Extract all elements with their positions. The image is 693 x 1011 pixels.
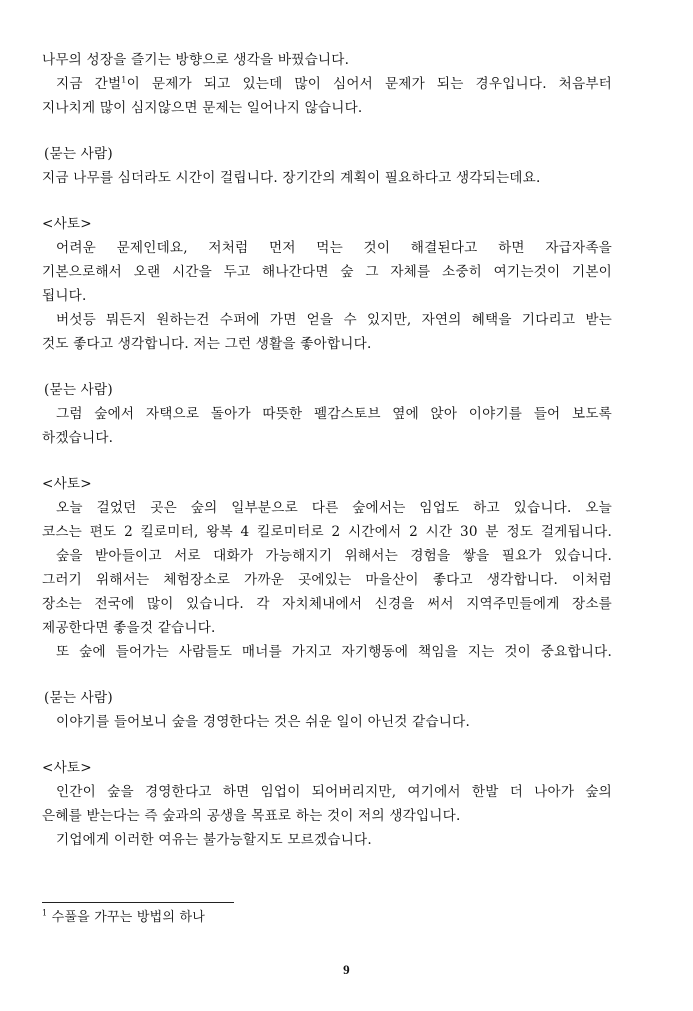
text-line: 기업에게 이러한 여유는 불가능할지도 모르겠습니다.: [56, 832, 372, 848]
text-line: 버섯등 뭐든지 원하는건 수퍼에 가면 얻을 수 있지만, 자연의 혜택을 기다리고 받는: [56, 312, 612, 328]
footnote-marker: 1: [42, 908, 48, 918]
text-line: 것도 좋다고 생각합니다. 저는 그런 생활을 좋아합니다.: [42, 336, 372, 352]
paragraph-gap: [42, 734, 612, 756]
text-line: 지나치게 많이 심지않으면 문제는 일어나지 않습니다.: [42, 100, 363, 116]
paragraph-gap: [42, 356, 612, 378]
footnote: [42, 908, 205, 928]
text-line: 장소는 전국에 많이 있습니다. 각 자치체내에서 신경을 써서 지역주민들에게 장소를: [42, 596, 612, 612]
text-line: 또 숲에 들어가는 사람들도 매너를 가지고 자기행동에 책임을 지는 것이 중요합니다.: [56, 644, 612, 660]
text-line: 그러기 위해서는 체험장소로 가까운 곳에있는 마을산이 좋다고 생각합니다. 이처럼: [42, 572, 612, 588]
text-line: [42, 72, 612, 96]
speaker-label: (묻는 사람): [44, 382, 113, 398]
paragraph-gap: [42, 450, 612, 472]
paragraph-gap: [42, 190, 612, 212]
speaker-label: <사토>: [42, 216, 92, 232]
body-text: [42, 48, 612, 852]
paragraph-gap: [42, 664, 612, 686]
text-line: 어려운 문제인데요, 저처럼 먼저 먹는 것이 해결된다고 하면 자급자족을: [56, 240, 612, 256]
text-line: 하겠습니다.: [42, 430, 114, 446]
speaker-label: (묻는 사람): [44, 146, 113, 162]
text-line: 그럼 숲에서 자택으로 돌아가 따뜻한 펠감스토브 옆에 앉아 이야기를 들어 보도록: [56, 406, 612, 422]
text-line: 인간이 숲을 경영한다고 하면 임업이 되어버리지만, 여기에서 한발 더 나아가 숲의: [56, 784, 612, 800]
text-line: 제공한다면 좋을것 같습니다.: [42, 620, 216, 636]
speaker-label: <사토>: [42, 760, 92, 776]
text-line: 코스는 편도 2 킬로미터, 왕복 4 킬로미터로 2 시간에서 2 시간 30 분 정도 걸게됩니다.: [42, 524, 612, 540]
text-fragment: 지금 간벌: [56, 76, 122, 92]
speaker-label: (묻는 사람): [44, 690, 113, 706]
page-number: 9: [343, 962, 350, 977]
text-line: 됩니다.: [42, 288, 87, 304]
text-line: 은혜를 받는다는 즉 숲과의 공생을 목표로 하는 것이 저의 생각입니다.: [42, 808, 461, 824]
text-fragment: 이 문제가 되고 있는데 많이 심어서 문제가 되는 경우입니다. 처음부터: [126, 76, 612, 92]
text-line: 기본으로해서 오랜 시간을 두고 해나간다면 숲 그 자체를 소중히 여기는것이 기본이: [42, 264, 612, 280]
footnote-reference: 1: [121, 75, 127, 85]
footnote-divider: [42, 902, 234, 903]
speaker-label: <사토>: [42, 476, 92, 492]
text-line: 이야기를 들어보니 숲을 경영한다는 것은 쉬운 일이 아닌것 같습니다.: [56, 714, 470, 730]
footnote-text: 수풀을 가꾸는 방법의 하나: [51, 910, 205, 925]
text-line: 숲을 받아들이고 서로 대화가 가능해지기 위해서는 경험을 쌓을 필요가 있습니다.: [56, 548, 612, 564]
text-line: 지금 나무를 심더라도 시간이 걸립니다. 장기간의 계획이 필요하다고 생각되는데요.: [42, 170, 541, 186]
text-line: 오늘 걸었던 곳은 숲의 일부분으로 다른 숲에서는 임업도 하고 있습니다. 오늘: [56, 500, 612, 516]
text-line: 나무의 성장을 즐기는 방향으로 생각을 바꿨습니다.: [42, 52, 350, 68]
paragraph-gap: [42, 120, 612, 142]
